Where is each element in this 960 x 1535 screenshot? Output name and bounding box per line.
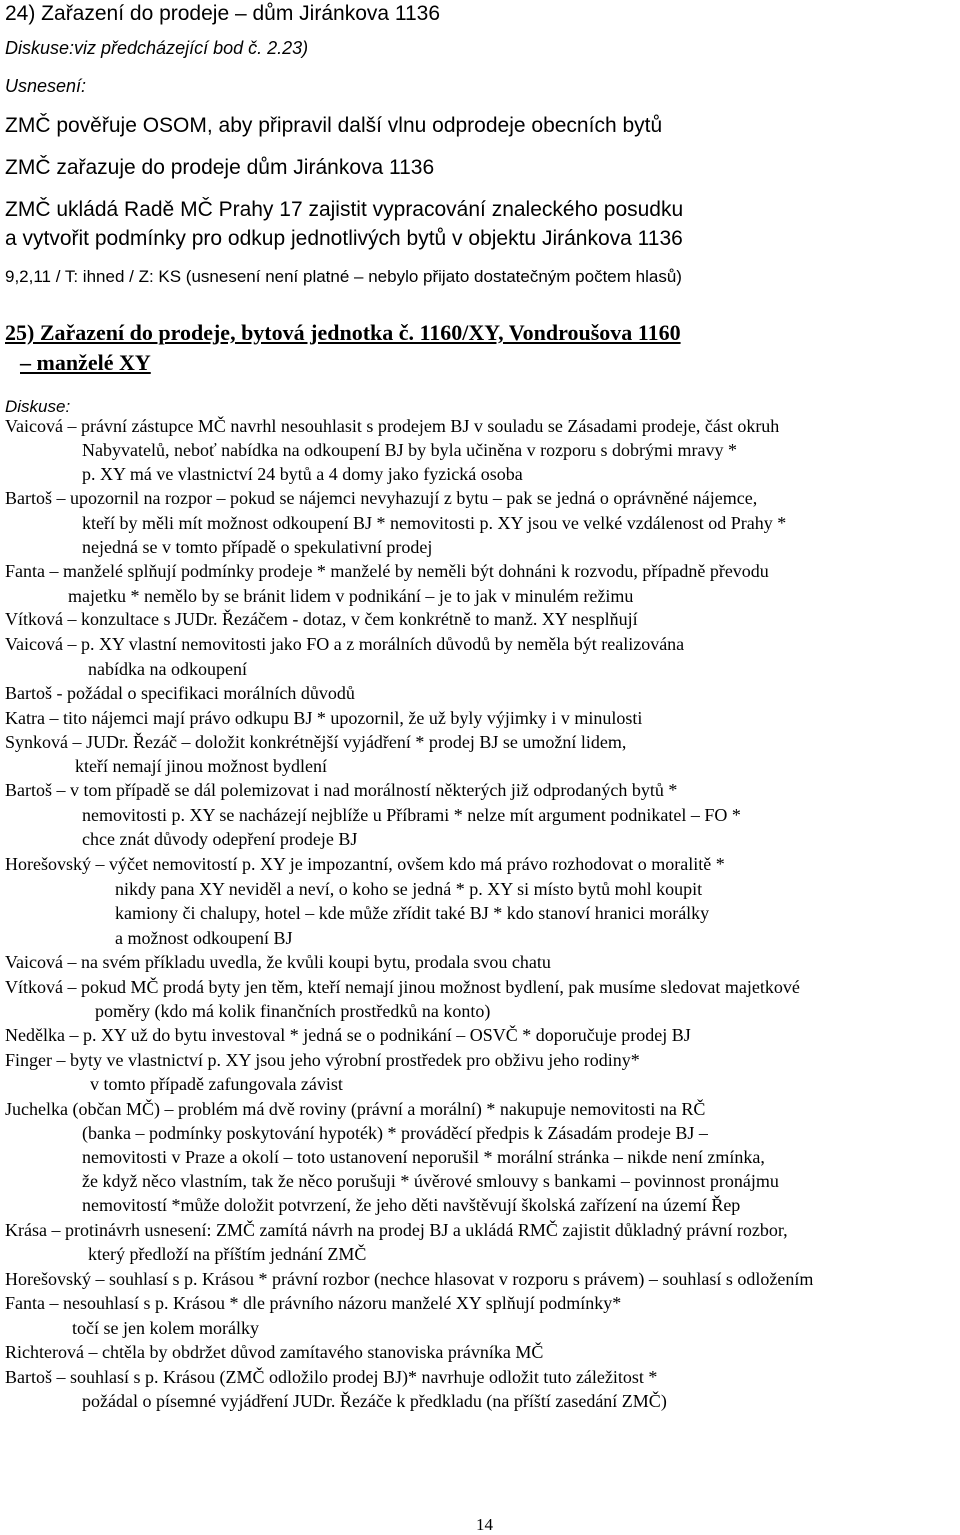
discussion-entry-continuation: nemovitosti p. XY se nacházejí nejblíže u Příbrami * nelze mít argument podnikatel – FO * [82,805,741,825]
discussion-entry-continuation: majetku * nemělo by se bránit lidem v podnikání – je to jak v minulém režimu [68,586,634,606]
discussion-entry: Vaicová – na svém příkladu uvedla, že kvůli koupi bytu, prodala svou chatu [5,952,551,972]
discussion-entry-continuation: chce znát důvody odepření prodeje BJ [82,829,358,849]
section-24-title: 24) Zařazení do prodeje – dům Jiránkova 1136 [5,2,441,25]
discussion-entry: Synková – JUDr. Řezáč – doložit konkrétnější vyjádření * prodej BJ se umožní lidem, [5,732,627,752]
discussion-entry: Vítková – konzultace s JUDr. Řezáčem - dotaz, v čem konkrétně to manž. XY nesplňují [5,609,638,629]
discussion-entry-continuation: požádal o písemné vyjádření JUDr. Řezáče k předkladu (na příští zasedání ZMČ) [82,1391,667,1411]
discussion-entry-continuation: točí se jen kolem morálky [72,1318,259,1338]
resolution-line: ZMČ ukládá Radě MČ Prahy 17 zajistit vypracování znaleckého posudku [5,198,684,221]
discussion-entry: Horešovský – souhlasí s p. Krásou * právní rozbor (nechce hlasovat v rozporu s právem) – souhlasí s odložením [5,1269,814,1289]
discussion-entry-continuation: nabídka na odkoupení [88,659,247,679]
resolution-line: ZMČ zařazuje do prodeje dům Jiránkova 1136 [5,156,435,179]
discussion-entry-continuation: Nabyvatelů, neboť nabídka na odkoupení BJ by byla učiněna v rozporu s dobrými mravy * [82,440,738,460]
discussion-entry-continuation: kteří by měli mít možnost odkoupení BJ * nemovitosti p. XY jsou ve velké vzdálenost od Prahy * [82,513,787,533]
discussion-entry-continuation: nejedná se v tomto případě o spekulativní prodej [82,537,433,557]
section-24-vote: 9,2,11 / T: ihned / Z: KS (usnesení není platné – nebylo přijato dostatečným počtem hlasů) [5,267,682,286]
discussion-entry: Krása – protinávrh usnesení: ZMČ zamítá návrh na prodej BJ a ukládá RMČ zajistit důkladný právní rozbor, [5,1220,788,1240]
discussion-entry: Bartoš – souhlasí s p. Krásou (ZMČ odložilo prodej BJ)* navrhuje odložit tuto záležitost * [5,1367,658,1387]
resolution-line: ZMČ pověřuje OSOM, aby připravil další vlnu odprodeje obecních bytů [5,114,663,137]
discussion-entry-continuation: kteří nemají jinou možnost bydlení [75,756,327,776]
discussion-entry: Vaicová – p. XY vlastní nemovitosti jako FO a z morálních důvodů by neměla být realizována [5,634,685,654]
discussion-entry: Vaicová – právní zástupce MČ navrhl nesouhlasit s prodejem BJ v souladu se Zásadami prodeje, část okruh [5,416,780,436]
discussion-entry-continuation: který předloží na příštím jednání ZMČ [88,1244,367,1264]
resolution-line: a vytvořit podmínky pro odkup jednotlivých bytů v objektu Jiránkova 1136 [5,227,683,250]
discussion-entry: Richterová – chtěla by obdržet důvod zamítavého stanoviska právníka MČ [5,1342,544,1362]
section-24-usneseni-label: Usnesení: [5,76,87,96]
discussion-entry: Katra – tito nájemci mají právo odkupu BJ * upozornil, že už byly výjimky i v minulosti [5,708,643,728]
section-25-diskuse-label: Diskuse: [5,397,71,416]
section-25-title-line2: – manželé XY [20,350,151,375]
section-25-title: 25) Zařazení do prodeje, bytová jednotka č. 1160/XY, Vondroušova 1160 [5,320,681,345]
discussion-entry-continuation: nemovitostí *může doložit potvrzení, že jeho děti navštěvují školská zařízení na území Řep [82,1195,741,1215]
discussion-entry-continuation: nemovitosti v Praze a okolí – toto ustanovení neporušil * morální stránka – nikde není zmínka, [82,1147,765,1167]
discussion-entry-continuation: poměry (kdo má kolik finančních prostředků na konto) [95,1001,491,1021]
discussion-entry: Bartoš – upozornil na rozpor – pokud se nájemci nevyhazují z bytu – pak se jedná o oprávněné nájemce, [5,488,758,508]
discussion-entry-continuation: že když něco vlastním, tak že něco porušuji * úvěrové smlouvy s bankami – povinnost pronájmu [82,1171,779,1191]
discussion-entry: Juchelka (občan MČ) – problém má dvě roviny (právní a morální) * nakupuje nemovitosti na RČ [5,1099,706,1119]
discussion-entry-continuation: nikdy pana XY neviděl a neví, o koho se jedná * p. XY si místo bytů mohl koupit [115,879,703,899]
discussion-entry-continuation: v tomto případě zafungovala závist [90,1074,343,1094]
discussion-entry: Bartoš – v tom případě se dál polemizovat i nad morálností některých již odprodaných bytů * [5,780,678,800]
discussion-entry: Nedělka – p. XY už do bytu investoval * jedná se o podnikání – OSVČ * doporučuje prodej BJ [5,1025,691,1045]
discussion-entry: Vítková – pokud MČ prodá byty jen těm, kteří nemají jinou možnost bydlení, pak musíme sledovat majetkové [5,977,800,997]
discussion-entry: Finger – byty ve vlastnictví p. XY jsou jeho výrobní prostředek pro obživu jeho rodiny* [5,1050,640,1070]
discussion-entry: Fanta – manželé splňují podmínky prodeje * manželé by neměli být dohnáni k rozvodu, případně převodu [5,561,769,581]
discussion-entry-continuation: a možnost odkoupení BJ [115,928,293,948]
discussion-entry-continuation: (banka – podmínky poskytování hypoték) * prováděcí předpis k Zásadám prodeje BJ – [82,1123,708,1143]
discussion-entry: Fanta – nesouhlasí s p. Krásou * dle právního názoru manželé XY splňují podmínky* [5,1293,622,1313]
discussion-entry-continuation: kamiony či chalupy, hotel – kde může zřídit také BJ * kdo stanoví hranici morálky [115,903,710,923]
discussion-entry: Bartoš - požádal o specifikaci morálních důvodů [5,683,355,703]
section-24-diskuse: Diskuse:viz předcházející bod č. 2.23) [5,38,309,58]
discussion-entry-continuation: p. XY má ve vlastnictví 24 bytů a 4 domy jako fyzická osoba [82,464,523,484]
discussion-entry: Horešovský – výčet nemovitostí p. XY je impozantní, ovšem kdo má právo rozhodovat o moralitě * [5,854,725,874]
page-number: 14 [476,1515,493,1534]
